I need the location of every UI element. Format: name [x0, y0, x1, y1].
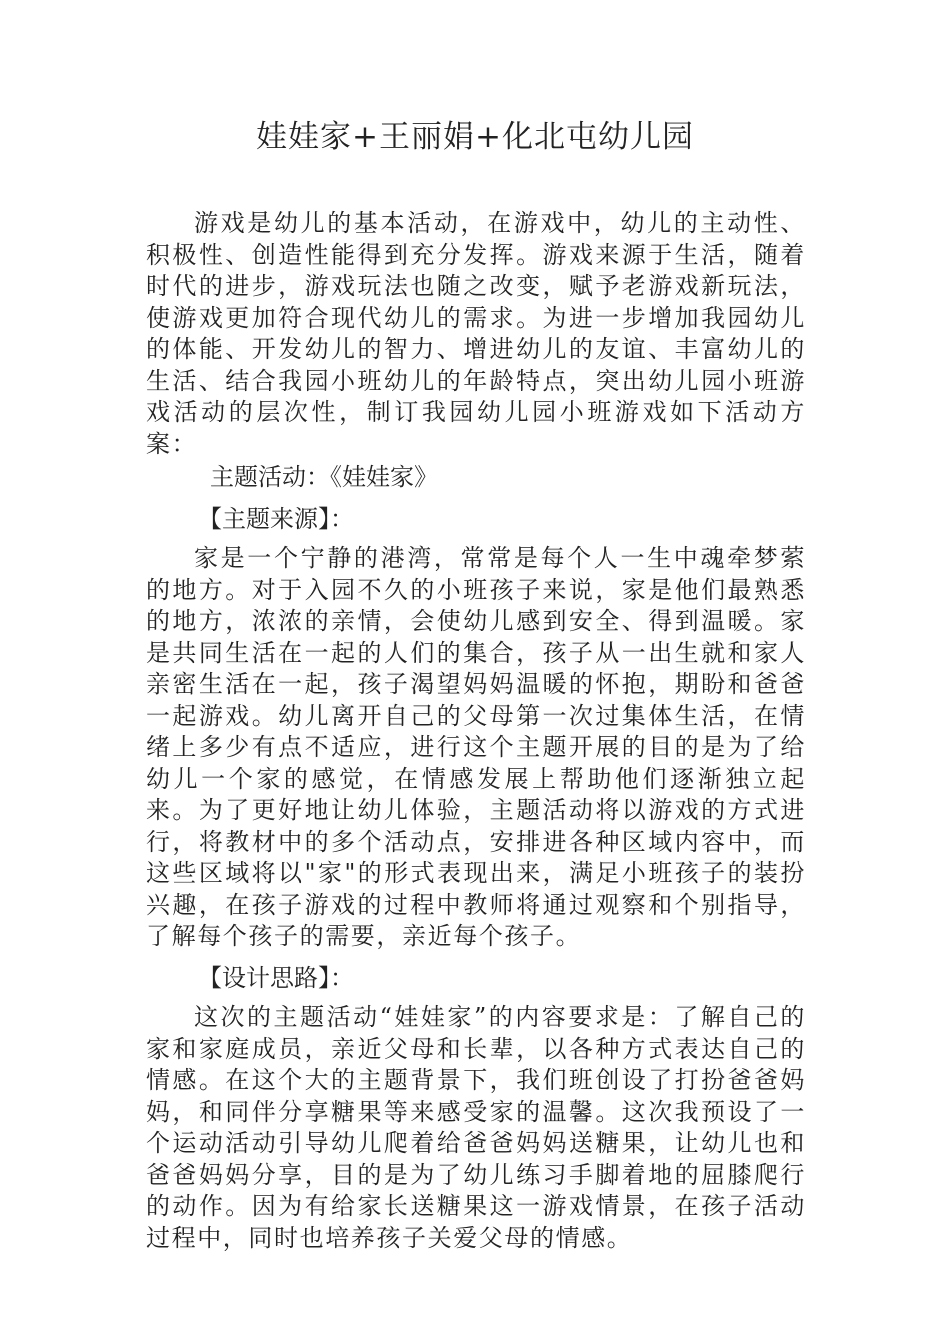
document-title: 娃娃家+王丽娟+化北屯幼儿园 — [256, 119, 694, 155]
section-heading-design: 【设计思路】： — [198, 963, 354, 992]
theme-line: 主题活动：《娃娃家》 — [210, 463, 438, 491]
document-body — [146, 208, 806, 1254]
section-heading-source: 【主题来源】： — [198, 504, 354, 533]
source-paragraph: 家是一个宁静的港湾，常常是每个人一生中魂牵梦萦的地方。对于入园不久的小班孩子来说，家是他们最熟悉的地方，浓浓的亲情，会使幼儿感到安全、得到温暖。家是共同生活在一起的人们的集合，孩子从一出生就和家人亲密生活在一起，孩子渴望妈妈温暖的怀抱，期盼和爸爸一起游戏。幼儿离开自己的父母第一次过集体生活，在情绪上多少有点不适应，进行这个主题开展的目的是为了给幼儿一个家的感觉，在情感发展上帮助他们逐渐独立起来。为了更好地让幼儿体验，主题活动将以游戏的方式进行，将教材中的多个活动点，安排进各种区域内容中，而这些区域将以"家"的形式表现出来，满足小班孩子的装扮兴趣，在孩子游戏的过程中教师将通过观察和个别指导，了解每个孩子的需要，亲近每个孩子。 — [146, 544, 806, 950]
intro-paragraph: 游戏是幼儿的基本活动，在游戏中，幼儿的主动性、积极性、创造性能得到充分发挥。游戏来源于生活，随着时代的进步，游戏玩法也随之改变，赋予老游戏新玩法，使游戏更加符合现代幼儿的需求。为进一步增加我园幼儿的体能、开发幼儿的智力、增进幼儿的友谊、丰富幼儿的生活、结合我园小班幼儿的年龄特点，突出幼儿园小班游戏活动的层次性，制订我园幼儿园小班游戏如下活动方案： — [146, 209, 806, 458]
design-paragraph: 这次的主题活动“娃娃家”的内容要求是：了解自己的家和家庭成员，亲近父母和长辈，以各种方式表达自己的情感。在这个大的主题背景下，我们班创设了打扮爸爸妈妈，和同伴分享糖果等来感受家的温馨。这次我预设了一个运动活动引导幼儿爬着给爸爸妈妈送糖果，让幼儿也和爸爸妈妈分享，目的是为了幼儿练习手脚着地的屈膝爬行的动作。因为有给家长送糖果这一游戏情景，在孩子活动过程中，同时也培养孩子关爱父母的情感。 — [146, 1003, 806, 1252]
